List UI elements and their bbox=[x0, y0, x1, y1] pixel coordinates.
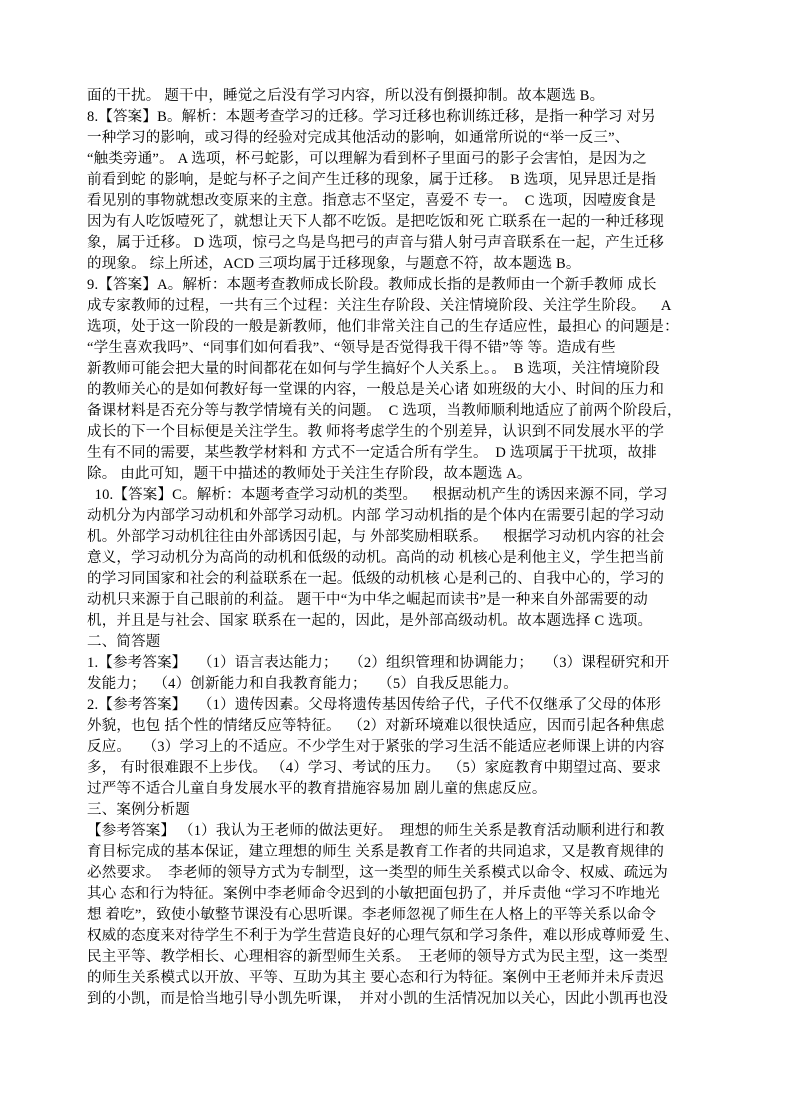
text-line: 1.【参考答案】 （1）语言表达能力； （2）组织管理和协调能力； （3）课程研究和开 bbox=[87, 655, 670, 671]
text-line: 动机只来源于自己眼前的利益。 题干中“为中华之崛起而读书”是一种来自外部需要的动 bbox=[87, 592, 648, 608]
text-line: 除。 由此可知，题干中描述的教师处于关注生存阶段，故本题选 A。 bbox=[87, 466, 532, 482]
text-line: 的师生关系模式以开放、平等、互助为其主 要心态和行为特征。案例中王老师并未斥责迟 bbox=[87, 970, 665, 986]
text-line: 8.【答案】B。解析：本题考查学习的迁移。学习迁移也称训练迁移，是指一种学习 对另 bbox=[87, 109, 656, 125]
text-line: 的现象。 综上所述，ACD 三项均属于迁移现象，与题意不符，故本题选 B。 bbox=[87, 256, 581, 272]
text-line: 选项，处于这一阶段的一般是新教师，他们非常关注自己的生存适应性，最担心 的问题是： bbox=[87, 319, 679, 335]
text-line: 权威的态度来对待学生不利于为学生营造良好的心理气氛和学习条件，难以形成尊师爱 生、 bbox=[87, 928, 679, 944]
text-line: 成长的下一个目标便是关注学生。教 师将考虑学生的个别差异，认识到不同发展水平的学 bbox=[87, 424, 665, 440]
section-heading-short-answer bbox=[87, 632, 705, 653]
short-answer-2 bbox=[87, 695, 705, 800]
text-line: 的教师关心的是如何教好每一堂课的内容，一般总是关心诸 如班级的大小、时间的压力和 bbox=[87, 382, 665, 398]
text-line: 新教师可能会把大量的时间都花在如何与学生搞好个人关系上。。 B 选项，关注情境阶段 bbox=[87, 361, 660, 377]
text-line: 发能力； （4）创新能力和自我教育能力； （5）自我反思能力。 bbox=[87, 676, 518, 692]
text-line: 反应。 （3）学习上的不适应。不少学生对于紧张的学习生活不能适应老师课上讲的内容 bbox=[87, 739, 665, 755]
text-line: 外貌，也包 括个性的情绪反应等特征。 （2）对新环境难以很快适应，因而引起各种焦虑 bbox=[87, 718, 665, 734]
text-line: 想 着吃”，致使小敏整节课没有心思听课。李老师忽视了师生在人格上的平等关系以命令 bbox=[87, 907, 657, 923]
section-heading-case-analysis bbox=[87, 800, 705, 821]
text-line: “学生喜欢我吗”、“同事们如何看我”、“领导是否觉得我干得不错”等 等。造成有些 bbox=[87, 340, 616, 356]
text-line: “触类旁通”。 A 选项，杯弓蛇影，可以理解为看到杯子里面弓的影子会害怕，是因为之 bbox=[87, 151, 647, 167]
text-line: 10.【答案】C。解析：本题考查学习动机的类型。 根据动机产生的诱因来源不同，学习 bbox=[87, 487, 668, 503]
text-line: 生有不同的需要，某些教学材料和 方式不一定适合所有学生。 D 选项属于干扰项，故排 bbox=[87, 445, 657, 461]
text-line: 2.【参考答案】 （1）遗传因素。父母将遗传基因传给子代，子代不仅继承了父母的体形 bbox=[87, 697, 662, 713]
text-line: 机。外部学习动机往往由外部诱因引起，与 外部奖励相联系。 根据学习动机内容的社会 bbox=[87, 529, 665, 545]
text-line: 意义，学习动机分为高尚的动机和低级的动机。高尚的动 机核心是利他主义，学生把当前 bbox=[87, 550, 665, 566]
answer-7-continuation bbox=[87, 86, 705, 107]
answer-8-explanation bbox=[87, 107, 705, 275]
text-line: 二、简答题 bbox=[87, 634, 161, 650]
text-line: 看见别的事物就想改变原来的主意。指意志不坚定，喜爱不 专一。 C 选项，因噎废食是 bbox=[87, 193, 657, 209]
text-line: 其心 态和行为特征。案例中李老师命令迟到的小敏把面包扔了，并斥责他 “学习不咋地光 bbox=[87, 886, 660, 902]
text-line: 三、案例分析题 bbox=[87, 802, 190, 818]
text-line: 的学习同国家和社会的利益联系在一起。低级的动机核 心是利己的、自我中心的，学习的 bbox=[87, 571, 665, 587]
text-line: 备课材料是否充分等与教学情境有关的问题。 C 选项，当教师顺利地适应了前两个阶段后， bbox=[87, 403, 682, 419]
text-line: 必然要求。 李老师的领导方式为专制型，这一类型的师生关系模式以命令、权威、疏远为 bbox=[87, 865, 668, 881]
text-line: 多， 有时很难跟不上步伐。 （4）学习、考试的压力。 （5）家庭教育中期望过高、要求 bbox=[87, 760, 662, 776]
text-line: 过严等不适合儿童自身发展水平的教育措施容易加 剧儿童的焦虑反应。 bbox=[87, 781, 547, 797]
text-line: 因为有人吃饭噎死了，就想让天下人都不吃饭。是把吃饭和死 亡联系在一起的一种迁移现 bbox=[87, 214, 665, 230]
text-line: 民主平等、教学相长、心理相容的新型师生关系。 王老师的领导方式为民主型，这一类型 bbox=[87, 949, 668, 965]
text-line: 育目标完成的基本保证，建立理想的师生 关系是教育工作者的共同追求，又是教育规律的 bbox=[87, 844, 665, 860]
case-analysis-answer bbox=[87, 821, 705, 1010]
answer-key-text-block bbox=[87, 86, 705, 1010]
text-line: 一种学习的影响，或习得的经验对完成其他活动的影响，如通常所说的“举一反三”、 bbox=[87, 130, 630, 146]
text-line: 【参考答案】 （1）我认为王老师的做法更好。 理想的师生关系是教育活动顺利进行和教 bbox=[87, 823, 665, 839]
text-line: 9.【答案】A。解析：本题考查教师成长阶段。教师成长指的是教师由一个新手教师 成长 bbox=[87, 277, 657, 293]
text-line: 象，属于迁移。 D 选项，惊弓之鸟是鸟把弓的声音与猎人射弓声音联系在一起，产生迁移 bbox=[87, 235, 664, 251]
short-answer-1 bbox=[87, 653, 705, 695]
text-line: 到的小凯，而是恰当地引导小凯先听课， 并对小凯的生活情况加以关心，因此小凯再也没 bbox=[87, 991, 668, 1007]
answer-9-explanation bbox=[87, 275, 705, 485]
text-line: 面的干扰。 题干中，睡觉之后没有学习内容，所以没有倒摄抑制。故本题选 B。 bbox=[87, 88, 605, 104]
text-line: 动机分为内部学习动机和外部学习动机。内部 学习动机指的是个体内在需要引起的学习动 bbox=[87, 508, 665, 524]
text-line: 前看到蛇 的影响，是蛇与杯子之间产生迁移的现象，属于迁移。 B 选项，见异思迁是指 bbox=[87, 172, 657, 188]
text-line: 成专家教师的过程，一共有三个过程：关注生存阶段、关注情境阶段、关注学生阶段。 A bbox=[87, 298, 672, 314]
text-line: 机，并且是与社会、国家 联系在一起的，因此，是外部高级动机。故本题选择 C 选项。 bbox=[87, 613, 653, 629]
answer-10-explanation bbox=[87, 485, 705, 632]
